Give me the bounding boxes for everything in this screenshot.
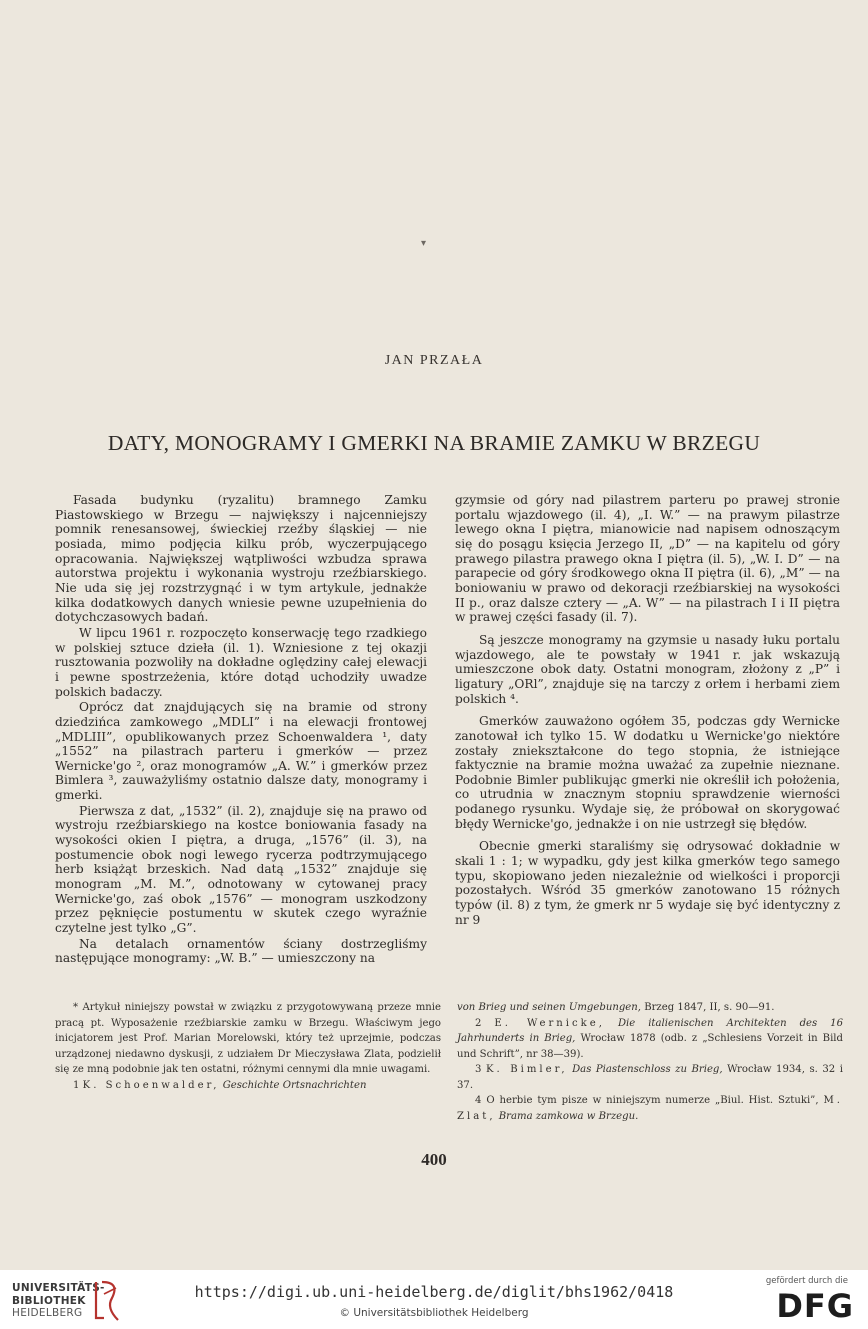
footnote-1-continued xyxy=(457,1000,843,1016)
body-column-left xyxy=(55,493,427,966)
footnote-number: 2 xyxy=(475,1017,482,1029)
paragraph: Fasada budynku (ryzalitu) bramnego Zamku Piastowskiego w Brzegu — największy i najcenniejszy pomnik renesansowej, świeckiej rzeźby śląskiej — nie posiada, mimo podjęcia kilku prób, wyczerpującego opracowania. Największej wątpliwości wzbudza sprawa autorstwa projektu i wykonania wystroju rzeźbiarskiego. Nie uda się jej rozstrzygnąć i w tym artykule, jednakże kilka dodatkowych danych wniesie pewne uzupełnienia do dotychczasowych badań. xyxy=(55,493,427,625)
footnote-author: E. Wernicke, xyxy=(494,1017,605,1029)
footnote-text: Brzeg 1847, II, s. 90—91. xyxy=(644,1002,775,1013)
footnote-text: O herbie tym pisze w niniejszym numerze „Biul. Hist. Sztuki”, xyxy=(486,1095,819,1106)
footnote-3 xyxy=(457,1062,843,1093)
copyright-notice: © Universitätsbibliothek Heidelberg xyxy=(339,1307,529,1319)
page-number: 400 xyxy=(421,1150,447,1169)
printer-mark: ▾ xyxy=(421,238,427,249)
funding-note: gefördert durch die xyxy=(765,1276,848,1286)
footnote-text: Wrocław 1878 (odb. z „Schlesiens Vorzeit in Bild und Schrift”, nr 38—39). xyxy=(457,1033,844,1060)
paragraph: Na detalach ornamentów ściany dostrzegliśmy następujące monogramy: „W. B.” — umieszczony na xyxy=(55,936,427,966)
footnote-star: * Artykuł niniejszy powstał w związku z przygotowywaną przeze mnie pracą pt. Wyposażenie rzeźbiarskie zamku w Brzegu. Właściwym jego inicjatorem jest Prof. Marian Morelowski, który też uprzejmie, podczas urządzonej niedawno dyskusji, z udziałem Dr Mieczysława Zlata, podzielił się ze mną podobnie jak ten ostatni, różnymi cennymi dla mnie uwagami. xyxy=(55,1002,441,1075)
footnote-author: K. Schoenwalder, xyxy=(82,1079,220,1091)
paragraph: Oprócz dat znajdujących się na bramie od strony dziedzińca zamkowego „MDLI” i na elewacji frontowej „MDLIII”, opublikowanych przez Schoenwaldera ¹, daty „1552” na pilastrach parteru i gmerków — przez Wernicke'go ², oraz monogramów „A. W.” i gmerków przez Bimlera ³, zauważyliśmy ostatnio dalsze daty, monogramy i gmerki. xyxy=(55,700,427,803)
paragraph: Pierwsza z dat, „1532” (il. 2), znajduje się na prawo od wystroju rzeźbiarskiego na kostce boniowania fasady na wysokości okien I piętra, a druga, „1576” (il. 3), na postumencie obok nogi lewego rycerza podtrzymującego herb książąt brzeskich. Nad datą „1532” znajduje się monogram „M. M.”, odnotowany w cytowanej pracy Wernicke'go, zaś obok „1576” — monogram uszkodzony przez pęknięcie postumentu w skutek czego wyraźnie czytelne jest tylko „G”. xyxy=(55,803,427,936)
dfg-logo[interactable]: DFG xyxy=(776,1287,854,1325)
footnotes-right xyxy=(457,1000,843,1124)
article-title: DATY, MONOGRAMY I GMERKI NA BRAMIE ZAMKU W BRZEGU xyxy=(107,431,761,455)
footnote-title: von Brieg und seinen Umgebungen, xyxy=(457,1002,641,1013)
body-column-right xyxy=(455,493,840,927)
viewer-footer xyxy=(0,1270,868,1329)
footnote-title: Geschichte Ortsnachrichten xyxy=(222,1079,367,1091)
permalink-url[interactable]: https://digi.ub.uni-heidelberg.de/diglit/bhs1962/0418 xyxy=(194,1283,674,1301)
footnote-text: Wrocław 1934, s. 32 i 37. xyxy=(457,1064,843,1091)
paragraph: W lipcu 1961 r. rozpoczęto konserwację tego rzadkiego w polskiej sztuce dzieła (il. 1). Wzniesione z tej okazji rusztowania pozwoliły na dokładne oględziny całej elewacji i pewne spostrzeżenia, które dotąd uchodziły uwadze polskich badaczy. xyxy=(55,625,427,699)
paragraph: Gmerków zauważono ogółem 35, podczas gdy Wernicke zanotował ich tylko 15. W dodatku u Wernicke'go niektóre zostały zniekształcone do tego stopnia, że istniejące faktycznie na bramie można uważać za zupełnie nieznane. Podobnie Bimler publikując gmerki nie określił ich położenia, co utrudnia w znacznym stopniu sprawdzenie wierności podanego rysunku. Wydaje się, że próbował on skorygować błędy Wernicke'go, jednakże i on nie ustrzegł się błędów. xyxy=(455,714,840,831)
library-name-line1: UNIVERSITÄTS- xyxy=(12,1282,105,1294)
footnote-author: K. Bimler, xyxy=(485,1064,568,1075)
footnote-author: M. Zlat, xyxy=(457,1095,843,1122)
article-author: JAN PRZAŁA xyxy=(384,353,484,368)
footnote-1 xyxy=(55,1078,441,1094)
footnote-title: Brama zamkowa w Brzegu. xyxy=(498,1110,639,1122)
library-name-line3: HEIDELBERG xyxy=(12,1307,83,1319)
footnote-number: 4 xyxy=(475,1095,482,1106)
footnote-title: Die italienischen Architekten des 16 Jahrhunderts in Brieg, xyxy=(457,1017,843,1044)
footnote-4 xyxy=(457,1093,843,1124)
paragraph: Są jeszcze monogramy na gzymsie u nasady łuku portalu wjazdowego, ale te powstały w 1941 r. jak wskazują umieszczone obok daty. Ostatni monogram, złożony z „P” i ligatury „ORl”, znajduje się na tarczy z orłem i herbami ziem polskich ⁴. xyxy=(455,632,840,706)
footnote-number: 3 xyxy=(475,1064,482,1075)
footnote-2 xyxy=(457,1016,843,1063)
paragraph: gzymsie od góry nad pilastrem parteru po prawej stronie portalu wjazdowego (il. 4), „I. W.” — na prawym pilastrze lewego okna I piętra, mianowicie nad napisem odnoszącym się do posągu księcia Jerzego II, „D” — na kapitelu od góry prawego pilastra prawego okna I piętra (il. 5), „W. I. D” — na parapecie od góry środkowego okna II piętra (il. 6), „M” — na boniowaniu w prawo od dekoracji rzeźbiarskiej na wysokości II p., oraz dalsze cztery — „A. W” — na pilastrach I i II piętra w prawej części fasady (il. 7). xyxy=(455,493,840,625)
footnote-title: Das Piastenschloss zu Brieg, xyxy=(572,1064,723,1075)
footnote-number: 1 xyxy=(73,1079,80,1091)
footnotes-left xyxy=(55,1000,441,1093)
library-name-line2: BIBLIOTHEK xyxy=(12,1295,86,1307)
paragraph: Obecnie gmerki staraliśmy się odrysować dokładnie w skali 1 : 1; w wypadku, gdy jest kilka gmerków tego samego typu, skopiowano jeden niezależnie od wielkości i proporcji pozostałych. Wśród 35 gmerków zanotowano 15 różnych typów (il. 8) z tym, że gmerk nr 5 wydaje się być identyczny z nr 9 xyxy=(455,839,840,927)
